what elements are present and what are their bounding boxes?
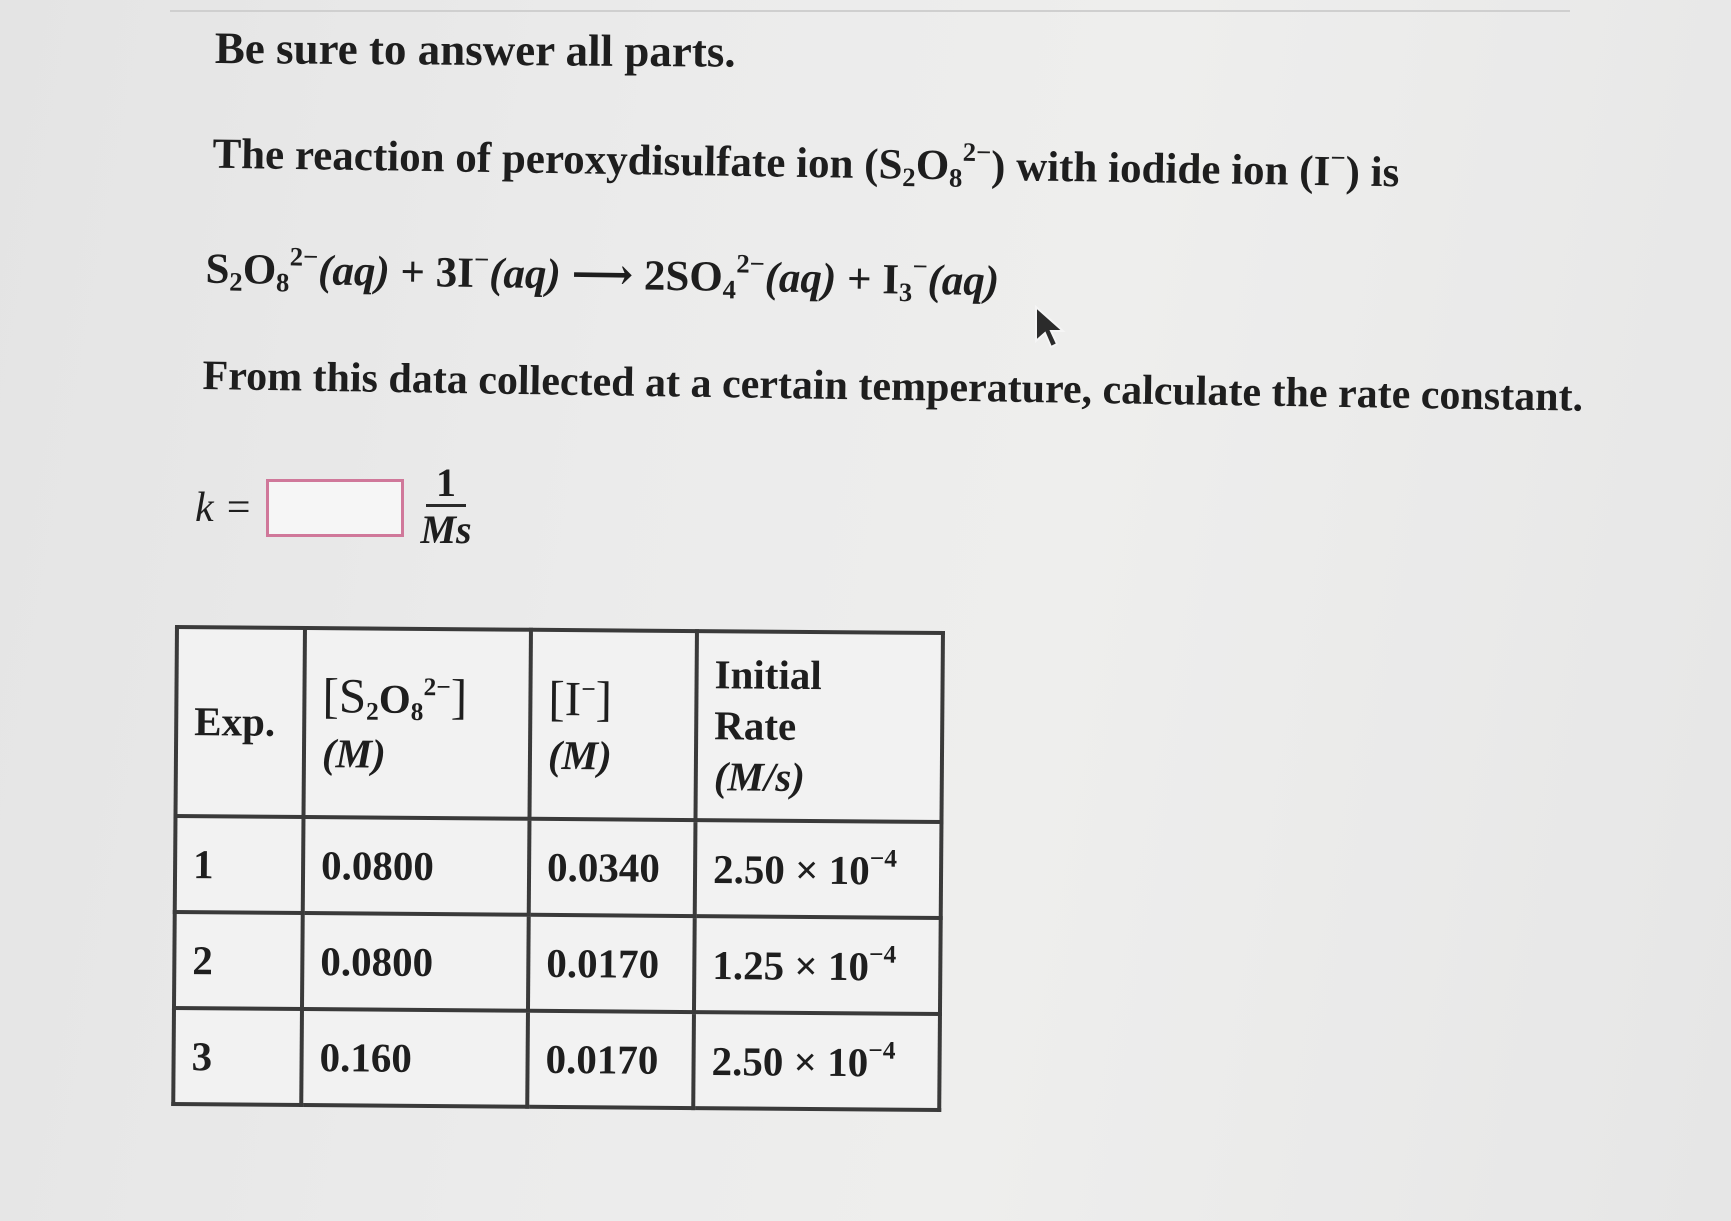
subscript: 8 bbox=[275, 267, 290, 298]
cell-rate bbox=[694, 916, 941, 1014]
reaction-arrow: ⟶ bbox=[571, 251, 634, 300]
header-s2o8 bbox=[303, 628, 530, 819]
charge-superscript: 2− bbox=[962, 136, 992, 168]
header-iodide-formula bbox=[548, 671, 613, 727]
state-aq: (aq) bbox=[764, 254, 837, 303]
intro-text-middle: ) with iodide ion (I bbox=[990, 142, 1331, 196]
rate-exponent: −4 bbox=[868, 940, 897, 969]
rate-constant-input[interactable] bbox=[266, 479, 404, 537]
state-aq: (aq) bbox=[317, 247, 391, 296]
charge-superscript: 2− bbox=[289, 241, 319, 272]
oxygen-symbol: O bbox=[915, 141, 950, 190]
product-2: I bbox=[881, 256, 900, 304]
cell-exp: 2 bbox=[174, 912, 303, 1009]
cell-exp: 3 bbox=[173, 1008, 302, 1105]
subscript: 2 bbox=[365, 698, 379, 727]
oxygen-symbol: O bbox=[242, 246, 277, 294]
charge-superscript: − bbox=[473, 244, 490, 275]
subscript: 4 bbox=[722, 274, 737, 305]
mouse-pointer-icon bbox=[1034, 305, 1074, 355]
reaction-intro bbox=[212, 125, 1400, 201]
cell-iodide: 0.0340 bbox=[529, 819, 696, 916]
header-exp: Exp. bbox=[175, 627, 304, 817]
data-table bbox=[171, 625, 945, 1112]
cell-exp: 1 bbox=[175, 816, 304, 913]
unit-numerator: 1 bbox=[426, 462, 466, 507]
table-row bbox=[174, 912, 941, 1014]
rate-exponent: −4 bbox=[868, 1036, 896, 1065]
state-aq: (aq) bbox=[927, 256, 1000, 306]
subscript: 2 bbox=[902, 161, 916, 193]
cell-iodide: 0.0170 bbox=[528, 915, 695, 1012]
question-text: From this data collected at a certain temperature, calculate the rate constant. bbox=[202, 352, 1584, 421]
charge-superscript: − bbox=[1330, 142, 1346, 173]
rate-mantissa: 2.50 × 10 bbox=[711, 1038, 869, 1086]
header-rate-line1: Initial bbox=[714, 650, 822, 698]
bracket-close: ] bbox=[450, 669, 468, 725]
reactant-1: S bbox=[205, 245, 230, 294]
charge-superscript: 2− bbox=[736, 248, 766, 279]
header-s2o8-formula bbox=[322, 668, 468, 727]
subscript: 8 bbox=[410, 698, 424, 727]
subscript: 8 bbox=[948, 162, 963, 193]
state-aq: (aq) bbox=[488, 250, 562, 299]
bracket-open: [I bbox=[548, 671, 582, 727]
bracket-open: [S bbox=[322, 668, 367, 724]
cell-s2o8: 0.160 bbox=[301, 1009, 528, 1107]
chemical-equation bbox=[205, 240, 1000, 310]
charge-superscript: 2− bbox=[423, 673, 451, 702]
cell-rate bbox=[693, 1012, 940, 1110]
unit-denominator: Ms bbox=[420, 507, 472, 552]
rate-exponent: −4 bbox=[869, 844, 898, 873]
rate-mantissa: 2.50 × 10 bbox=[712, 846, 870, 894]
unit-fraction bbox=[420, 462, 471, 553]
cell-s2o8: 0.0800 bbox=[303, 817, 530, 915]
table-row bbox=[175, 816, 942, 918]
plus-sign: + bbox=[400, 248, 426, 297]
cell-iodide: 0.0170 bbox=[527, 1011, 694, 1108]
rate-mantissa: 1.25 × 10 bbox=[712, 942, 870, 990]
answer-row bbox=[195, 462, 472, 553]
subscript: 3 bbox=[898, 277, 913, 308]
reactant-2: 3I bbox=[435, 249, 475, 297]
cell-rate bbox=[695, 820, 942, 918]
subscript: 2 bbox=[229, 266, 243, 297]
intro-text-after: ) is bbox=[1345, 148, 1400, 197]
rate-constant-label: k = bbox=[195, 484, 253, 531]
table-header-row bbox=[175, 627, 942, 822]
charge-superscript: − bbox=[581, 675, 596, 704]
header-unit: (M) bbox=[547, 731, 612, 779]
intro-text-before: The reaction of peroxydisulfate ion (S bbox=[212, 130, 903, 189]
cell-s2o8: 0.0800 bbox=[302, 913, 529, 1011]
product-1: 2SO bbox=[643, 252, 724, 301]
header-rate-line3: (M/s) bbox=[713, 753, 806, 801]
header-rate-line2: Rate bbox=[714, 702, 797, 749]
charge-superscript: − bbox=[912, 251, 929, 282]
bracket-close: ] bbox=[595, 671, 613, 727]
header-iodide bbox=[529, 630, 696, 820]
top-divider bbox=[170, 0, 1570, 12]
table-row bbox=[173, 1008, 940, 1110]
plus-sign: + bbox=[846, 255, 872, 304]
instruction-text: Be sure to answer all parts. bbox=[214, 22, 736, 77]
header-unit: (M) bbox=[321, 730, 386, 777]
header-rate bbox=[695, 631, 942, 822]
oxygen-symbol: O bbox=[378, 676, 411, 723]
